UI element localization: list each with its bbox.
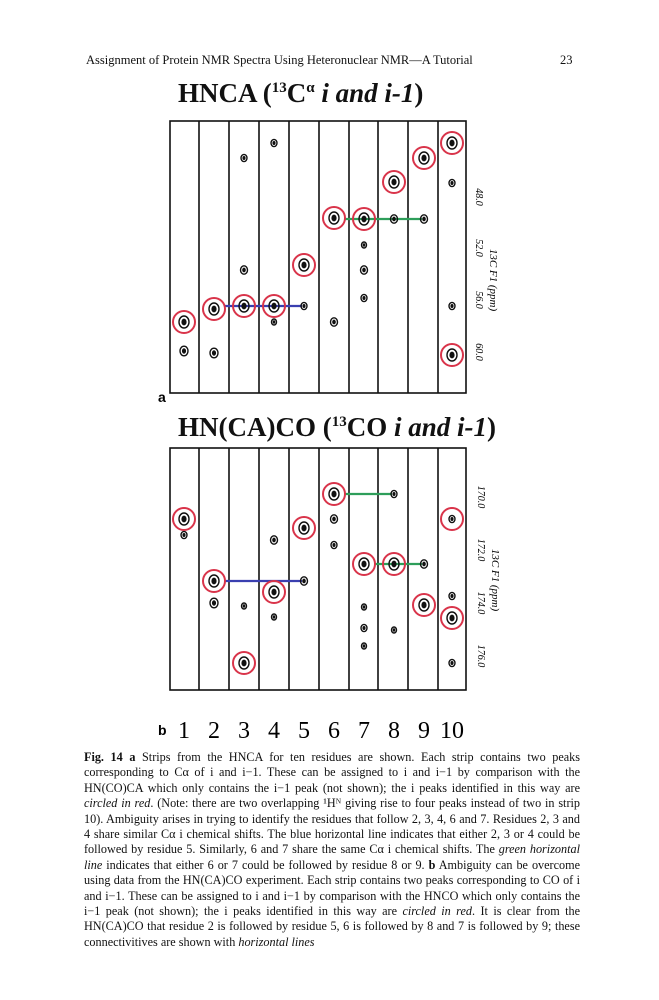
axis-label: 13C F1 (ppm) [489, 548, 501, 612]
strip-number: 3 [238, 718, 250, 744]
peak-center [242, 156, 245, 160]
peak-center [361, 216, 366, 223]
panel-a-label: a [158, 389, 166, 405]
peak-center [302, 579, 306, 584]
peak-center [449, 352, 454, 359]
strip-number: 9 [418, 718, 430, 744]
peak-center [272, 538, 276, 543]
peak-center [362, 626, 365, 630]
strip-number: 10 [440, 718, 464, 744]
tick-label: 172.0 [475, 538, 486, 562]
peak-center [271, 303, 276, 310]
strip-number: 2 [208, 718, 220, 744]
peak-center [450, 661, 453, 665]
peak-center [242, 268, 246, 273]
peak-center [421, 602, 426, 609]
peak-center [243, 604, 246, 607]
peak-center [392, 492, 395, 496]
peak-center [211, 306, 216, 313]
strip-number: 7 [358, 718, 370, 744]
panel-a-axis [473, 188, 499, 361]
panel-b-label: b [158, 722, 167, 738]
peak-center [332, 543, 335, 547]
page-number: 23 [560, 53, 573, 67]
peak-center [182, 348, 186, 353]
panel-a-title: HNCA ($^{13}C^\alpha$ i and i-1) [178, 78, 424, 108]
hncaco-strips [170, 448, 466, 690]
peak-center [449, 140, 454, 147]
peak-center [392, 217, 396, 222]
peak-center [421, 155, 426, 162]
peak-center [302, 304, 305, 308]
tick-label: 174.0 [475, 591, 486, 615]
peak-center [422, 562, 426, 567]
peak-center [450, 181, 453, 185]
peak-center [362, 296, 365, 300]
tick-label: 52.0 [473, 239, 484, 257]
panel-b-axis [475, 486, 501, 668]
peak-center [212, 600, 216, 605]
tick-label: 176.0 [475, 644, 486, 668]
peak-center [363, 243, 366, 246]
strip-number: 1 [178, 718, 190, 744]
peak-center [331, 491, 336, 498]
peak-center [212, 350, 216, 355]
peak-center [241, 660, 246, 667]
peak-center [181, 516, 186, 523]
peak-center [241, 303, 246, 310]
peak-center [422, 217, 426, 222]
tick-label: 60.0 [473, 343, 484, 361]
strip-numbers [178, 718, 464, 744]
peak-center [363, 605, 366, 608]
peak-center [450, 304, 453, 308]
axis-label: 13C F1 (ppm) [487, 248, 499, 312]
peak-center [450, 517, 453, 521]
tick-label: 170.0 [475, 485, 486, 509]
hnca-strips [170, 121, 466, 393]
peak-center [393, 628, 396, 631]
peak-center [391, 561, 396, 568]
peak-center [391, 179, 396, 186]
peak-center [181, 319, 186, 326]
peak-center [332, 320, 336, 325]
peak-center [362, 268, 366, 273]
strip-frame [170, 448, 466, 690]
tick-label: 56.0 [473, 291, 484, 309]
peak-center [363, 644, 366, 647]
running-header: Assignment of Protein NMR Spectra Using Heteronuclear NMR—A Tutorial [86, 53, 473, 67]
peak-center [271, 589, 276, 596]
peak-center [182, 533, 185, 537]
peak-center [361, 561, 366, 568]
peak-center [211, 578, 216, 585]
strip-number: 8 [388, 718, 400, 744]
peak-center [273, 320, 276, 323]
peak-center [331, 215, 336, 222]
tick-label: 48.0 [473, 188, 484, 206]
peak-center [272, 141, 275, 145]
peak-center [273, 615, 276, 618]
peak-center [301, 525, 306, 532]
panel-b-title: HN(CA)CO ($^{13}$CO i and i-1) [178, 412, 496, 442]
peak-center [332, 517, 336, 522]
peak-center [450, 594, 453, 598]
strip-number: 5 [298, 718, 310, 744]
strip-number: 6 [328, 718, 340, 744]
peak-center [301, 262, 306, 269]
peak-center [449, 615, 454, 622]
strip-number: 4 [268, 718, 280, 744]
figure-caption: Fig. 14 a Strips from the HNCA for ten residues are shown. Each strip contains two peaks corresponding to Cα of i and i−1. These can be assigned to i and i−1 by comparison with the HN(CO)CA which only contains the i−1 peak (not shown); the i peaks identified in this way are circled in red. (Note: there are two overlapping ¹Hᴺ giving rise to four peaks instead of two in strip 10). Ambiguity arises in trying to identify the residues that follow 2, 3, 4, 6 and 7. Residues 2, 3 and 4 share similar Cα i chemical shifts. The blue horizontal line indicates that either 2, 3 or 4 could be followed by residue 5. Similarly, 6 and 7 share the same Cα i chemical shifts. The green horizontal line indicates that either 6 or 7 could be followed by residue 8 or 9. b Ambiguity can be overcome using data from the HN(CA)CO experiment. Each strip contains two peaks corresponding to CO of i and i−1. These can be assigned to i and i−1 by comparison with the HNCO which only contains the i−1 peak (not shown); the i peaks identified in this way are circled in red. It is clear from the HN(CA)CO that residue 2 is followed by residue 5, 6 is followed by 8 and 7 is followed by 9; these connectivitives are shown with horizontal lines [84, 750, 580, 949]
